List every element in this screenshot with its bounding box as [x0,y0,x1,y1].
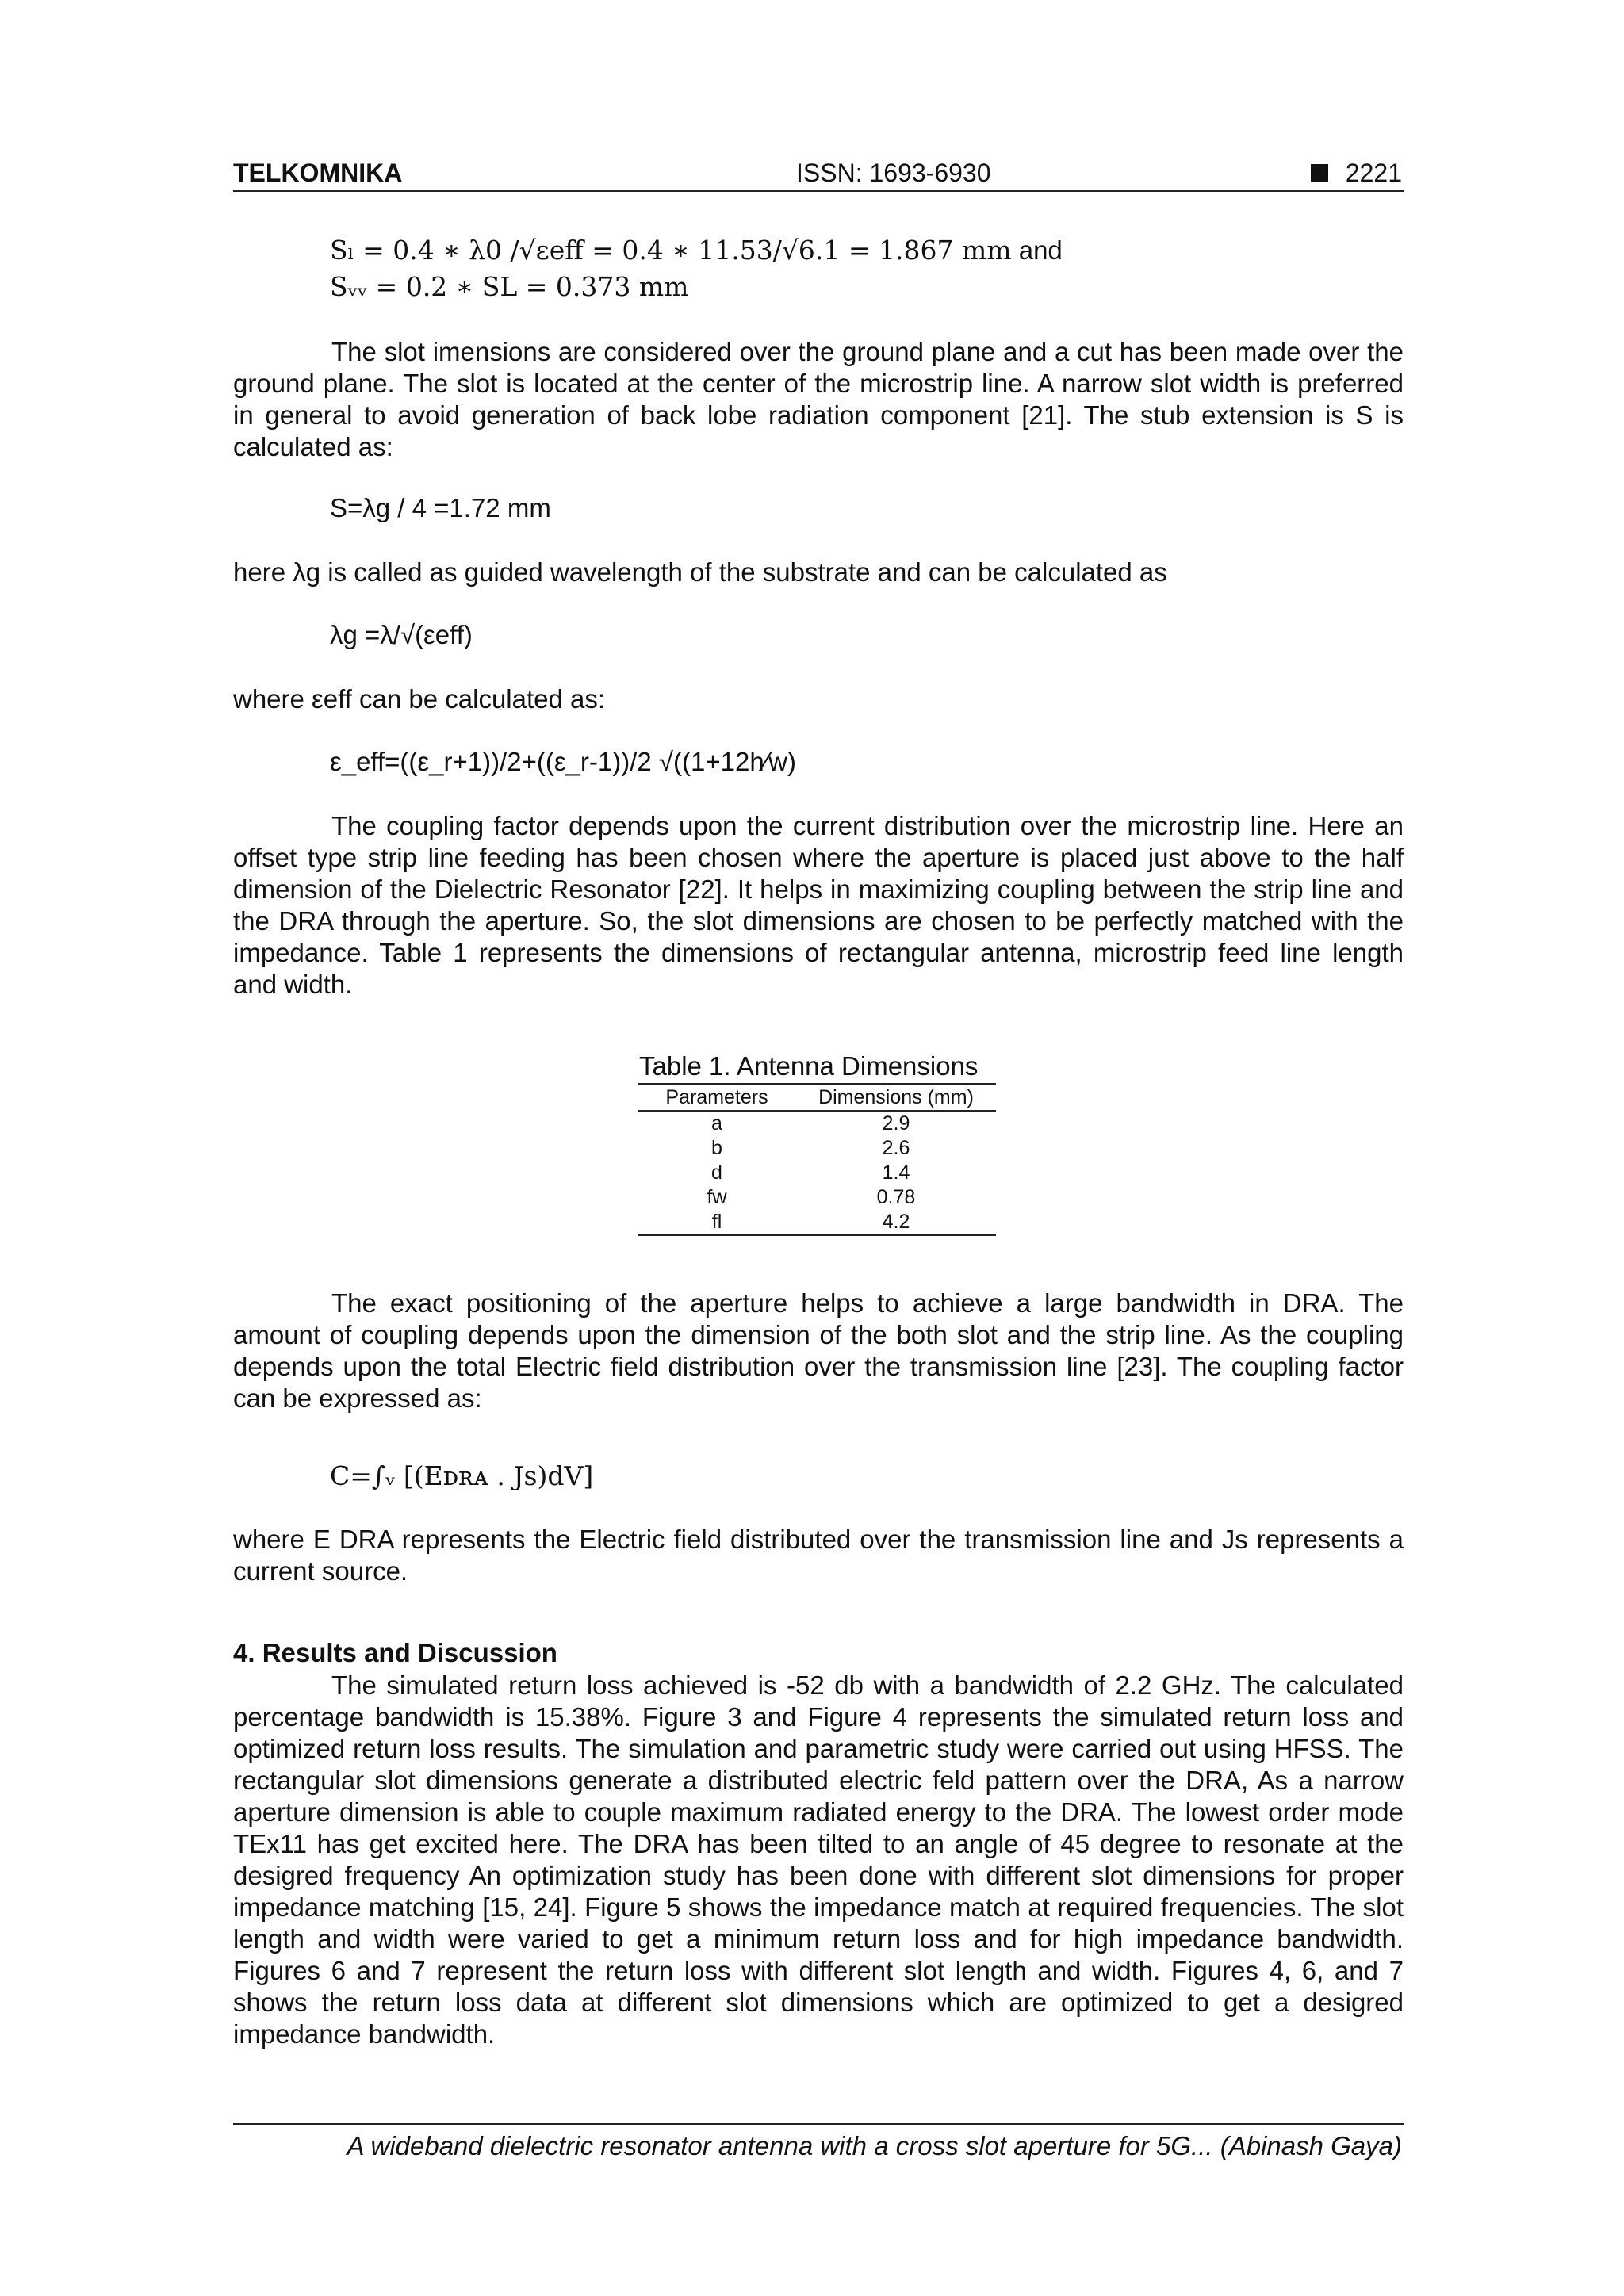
paragraph-5-text: The exact positioning of the aperture helps to achieve a large bandwidth in DRA. The amount of coupling depends upon the dimension of the both slot and the strip line. As the coupling depends upon the total Electric field distribution over the transmission line [23]. The coupling factor can be expressed as: [233,1288,1404,1413]
paragraph-5 [233,1288,1404,1414]
table-cell: 2.6 [882,1137,910,1159]
equation-sw: Sᵥᵥ = 0.2 ∗ SL = 0.373 mm [330,271,689,302]
table-header-row [638,1084,996,1111]
table-row [638,1185,996,1210]
table-row [638,1161,996,1185]
table-row [638,1210,996,1235]
table-cell: 0.78 [876,1186,916,1208]
equation-sl [330,235,1063,266]
table-cell: d [711,1161,722,1184]
paragraph-3 [233,683,1404,715]
square-bullet-icon [1311,164,1328,182]
section-heading: 4. Results and Discussion [233,1638,557,1667]
table-row [638,1111,996,1136]
paragraph-7 [233,1670,1404,2050]
table-cell: 1.4 [882,1161,910,1184]
footer-text: A wideband dielectric resonator antenna with a cross slot aperture for 5G... (Abinash Gaya) [347,2131,1402,2160]
running-header [233,155,1404,192]
table-cell: b [711,1137,722,1159]
paragraph-7-text: The simulated return loss achieved is -52 db with a bandwidth of 2.2 GHz. The calculated percentage bandwidth is 15.38%. Figure 3 and Figure 4 represents the simulated return loss and optimized return loss results. The simulation and parametric study were carried out using HFSS. The rectangular slot dimensions generate a distributed electric feld pattern over the DRA, As a narrow aperture dimension is able to couple maximum radiated energy to the DRA. The lowest order mode TEx11 has get excited here. The DRA has been tilted to an angle of 45 degree to resonate at the desigred frequency An optimization study has been done with different slot dimensions for proper impedance matching [15, 24]. Figure 5 shows the impedance match at required frequencies. The slot length and width were varied to get a minimum return loss and for high impedance bandwidth. Figures 6 and 7 represent the return loss with different slot length and width. Figures 4, 6, and 7 shows the return loss data at different slot dimensions which are optimized to get a desigred impedance bandwidth. [233,1670,1404,2049]
journal-name: TELKOMNIKA [233,159,403,187]
equation-stub: S=λg / 4 =1.72 mm [330,493,551,522]
table-cell: 4.2 [796,1210,996,1235]
paragraph-3-text: where εeff can be calculated as: [233,684,606,714]
table-title: Table 1. Antenna Dimensions [639,1051,979,1081]
table-row [638,1136,996,1161]
equation-sl-text: Sₗ = 0.4 ∗ λ0 /√εeff = 0.4 ∗ 11.53/√6.1 = 1.867 mm [330,235,1012,266]
equation-lambda-g: λg =λ/√(εeff) [330,620,473,649]
paragraph-4-text: The coupling factor depends upon the current distribution over the microstrip line. Here an offset type strip line feeding has been chosen where the aperture is placed just above to the half dimension of the Dielectric Resonator [22]. It helps in maximizing coupling between the strip line and the DRA through the aperture. So, the slot dimensions are chosen to be perfectly matched with the impedance. Table 1 represents the dimensions of rectangular antenna, microstrip feed line length and width. [233,811,1404,999]
table-cell: fw [707,1186,727,1208]
equation-coupling: C=∫ᵥ [(Eᴅʀᴀ . Js)dV] [330,1460,594,1491]
issn: ISSN: 1693-6930 [796,159,991,187]
table-header-parameters: Parameters [638,1084,796,1111]
paragraph-1-text: The slot imensions are considered over the ground plane and a cut has been made over the ground plane. The slot is located at the center of the microstrip line. A narrow slot width is preferred in general to avoid generation of back lobe radiation component [21]. The stub extension is S is calculated as: [233,337,1404,461]
paragraph-6-text: where E DRA represents the Electric field distributed over the transmission line and Js represents a current source. [233,1525,1404,1586]
table-header-dimensions: Dimensions (mm) [796,1084,996,1111]
antenna-dimensions-table [638,1083,996,1236]
paragraph-4 [233,810,1404,1001]
equation-eps-eff: ε_eff=((ε_r+1))/2+((ε_r-1))/2 √((1+12h⁄w) [330,747,797,776]
table-cell: 2.9 [882,1112,910,1135]
paragraph-2-text: here λg is called as guided wavelength of the substrate and can be calculated as [233,557,1167,587]
paragraph-6 [233,1524,1404,1587]
table-cell: fl [638,1210,796,1235]
table-cell: a [711,1112,722,1135]
page-number-block [1311,159,1402,188]
running-footer [233,2123,1404,2160]
paragraph-1 [233,336,1404,463]
paragraph-2 [233,557,1404,588]
equation-sl-suffix: and [1011,235,1063,265]
page-number: 2221 [1345,159,1402,187]
